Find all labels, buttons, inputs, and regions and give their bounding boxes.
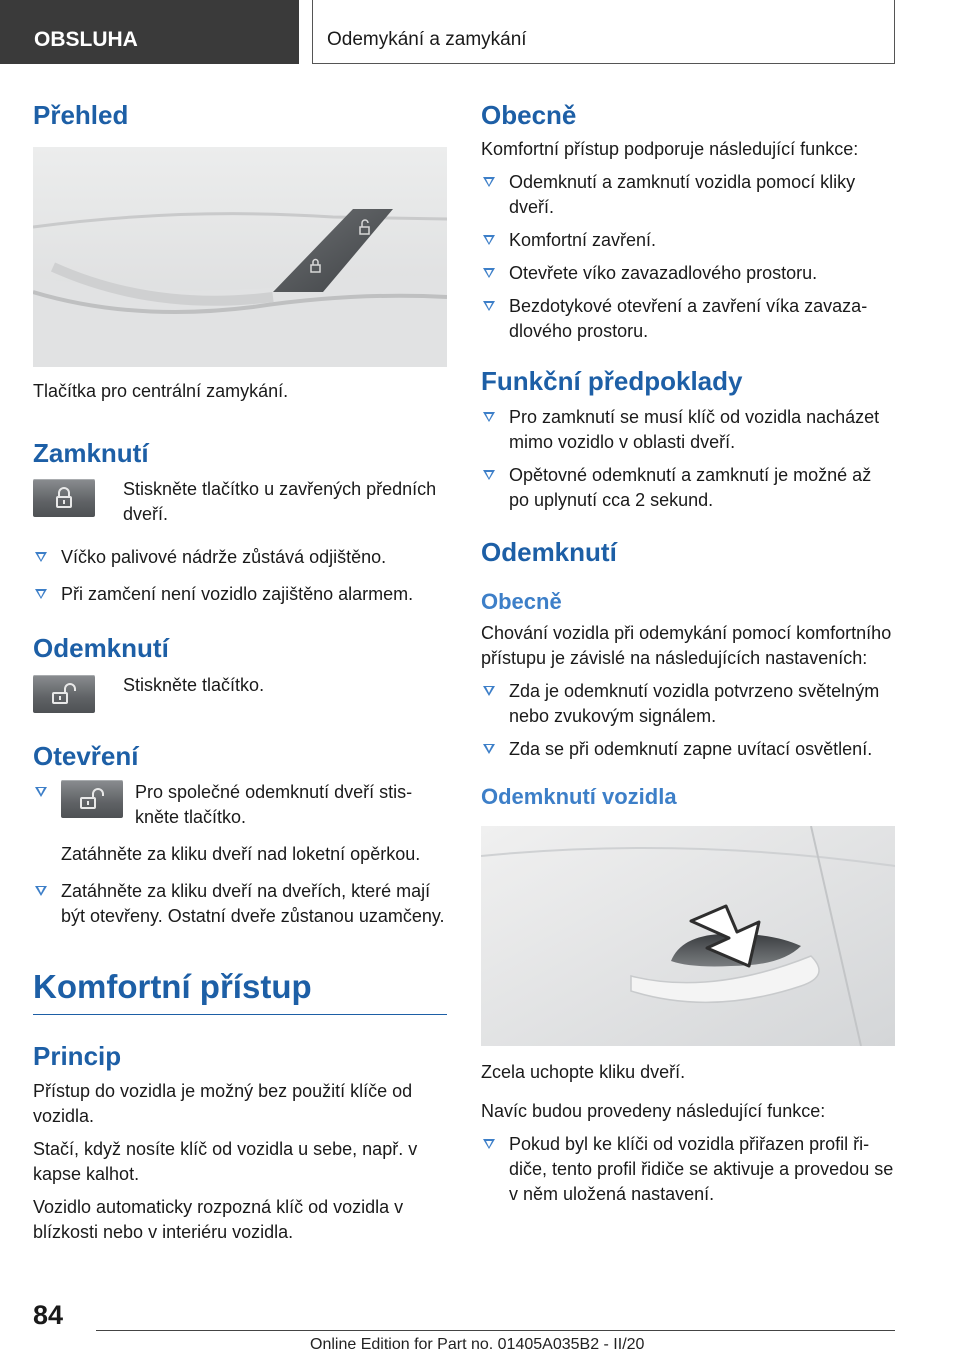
bullet-triangle-icon <box>483 1139 495 1149</box>
list-item: Pokud byl ke klíči od vozidla přiřazen profil řidiče, tento profil řidiče se aktivuje a provedou se v něm uložená nastavení. <box>481 1132 896 1207</box>
section-tab: OBSLUHA <box>0 0 299 64</box>
unlocking-general-subheading: Obecně <box>481 588 562 614</box>
right-column <box>481 100 896 1207</box>
prereq-list <box>481 405 896 513</box>
list-item: Pro zamknutí se musí klíč od vozidla nacházet mimo vozidlo v oblasti dveří. <box>481 405 896 455</box>
list-item: Víčko palivové nádrže zůstává odjištěno. <box>33 545 447 570</box>
general-heading: Obecně <box>481 100 577 130</box>
edition-note: Online Edition for Part no. 01405A035B2 - II/20 <box>310 1336 645 1353</box>
open-list <box>33 780 447 929</box>
unlocking-list <box>481 679 896 762</box>
open-bullet-follow: Zatáhněte za kliku dveří nad loketní opěrkou. <box>61 843 421 864</box>
page-number: 84 <box>33 1300 64 1330</box>
list-item: Otevřete víko zavazadlového prostoru. <box>481 261 896 286</box>
overview-caption: Tlačítka pro centrální zamykání. <box>33 381 289 402</box>
unlock-button-icon <box>61 780 123 818</box>
unlock-text: Stiskněte tlačítko. <box>123 674 265 695</box>
lock-text: Stiskněte tlačítko u zavřených předních dveří. <box>123 479 437 525</box>
list-item: Zda se při odemknutí zapne uvítací osvětlení. <box>481 737 896 762</box>
principle-heading: Princip <box>33 1041 122 1072</box>
list-item: Při zamčení není vozidlo zajištěno alarmem. <box>33 582 447 607</box>
left-column <box>33 100 447 1245</box>
bullet-triangle-icon <box>483 686 495 696</box>
vehicle-unlock-caption: Zcela uchopte kliku dveří. <box>481 1062 686 1083</box>
list-item: Odemknutí a zamknutí vozidla pomocí kliky dveří. <box>481 170 896 220</box>
door-handle-photo <box>481 826 895 1046</box>
unlocking-text: Chování vozidla při odemykání pomocí komfortního přístupu je závislé na následujících nastaveních: <box>481 622 892 668</box>
comfort-access-heading: Komfortní přístup <box>33 967 447 1016</box>
bullet-triangle-icon <box>483 301 495 311</box>
vehicle-unlock-heading: Odemknutí vozidla <box>481 783 677 809</box>
chapter-title: Odemykání a zamykání <box>312 0 895 64</box>
principle-paragraph: Stačí, když nosíte klíč od vozidla u sebe, např. v kapse kalhot. <box>33 1138 418 1184</box>
list-item: Komfortní zavření. <box>481 228 896 253</box>
bullet-triangle-icon <box>35 886 47 896</box>
extra-list <box>481 1132 896 1207</box>
lock-heading: Zamknutí <box>33 438 149 469</box>
unlocking-heading: Odemknutí <box>481 537 617 568</box>
door-handle-illustration <box>481 826 895 1046</box>
extra-functions-text: Navíc budou provedeny následující funkce: <box>481 1101 826 1122</box>
door-panel-illustration <box>33 147 447 367</box>
list-item: Bezdotykové otevření a zavření víka zavazadlového prostoru. <box>481 294 896 344</box>
general-intro: Komfortní přístup podporuje následující funkce: <box>481 139 859 160</box>
bullet-triangle-icon <box>483 177 495 187</box>
open-bullet-text: Pro společné odemknutí dveří stiskněte tlačítko. <box>135 781 413 827</box>
bullet-triangle-icon <box>35 787 47 797</box>
overview-heading: Přehled <box>33 100 129 130</box>
prerequisites-heading: Funkční předpoklady <box>481 366 743 397</box>
lock-list <box>33 545 447 607</box>
bullet-triangle-icon <box>483 235 495 245</box>
bullet-triangle-icon <box>483 412 495 422</box>
bullet-triangle-icon <box>483 470 495 480</box>
bullet-triangle-icon <box>483 268 495 278</box>
list-item <box>33 780 447 867</box>
principle-paragraph: Vozidlo automaticky rozpozná klíč od vozidla v blízkosti nebo v interiéru vozidla. <box>33 1196 404 1242</box>
door-buttons-photo <box>33 147 447 367</box>
unlock-heading: Odemknutí <box>33 633 169 664</box>
bullet-triangle-icon <box>483 744 495 754</box>
list-item: Opětovné odemknutí a zamknutí je možné až po uplynutí cca 2 sekund. <box>481 463 896 513</box>
unlock-button-icon <box>33 675 95 713</box>
footer-divider <box>96 1330 895 1331</box>
lock-button-icon <box>33 479 95 517</box>
bullet-triangle-icon <box>35 589 47 599</box>
list-item: Zatáhněte za kliku dveří na dveřích, které mají být otevřeny. Ostatní dveře zůstanou uzamčeny. <box>33 879 447 929</box>
list-item: Zda je odemknutí vozidla potvrzeno světelným nebo zvukovým signálem. <box>481 679 896 729</box>
general-list <box>481 170 896 344</box>
principle-paragraph: Přístup do vozidla je možný bez použití klíče od vozidla. <box>33 1080 413 1126</box>
open-heading: Otevření <box>33 740 139 771</box>
bullet-triangle-icon <box>35 552 47 562</box>
